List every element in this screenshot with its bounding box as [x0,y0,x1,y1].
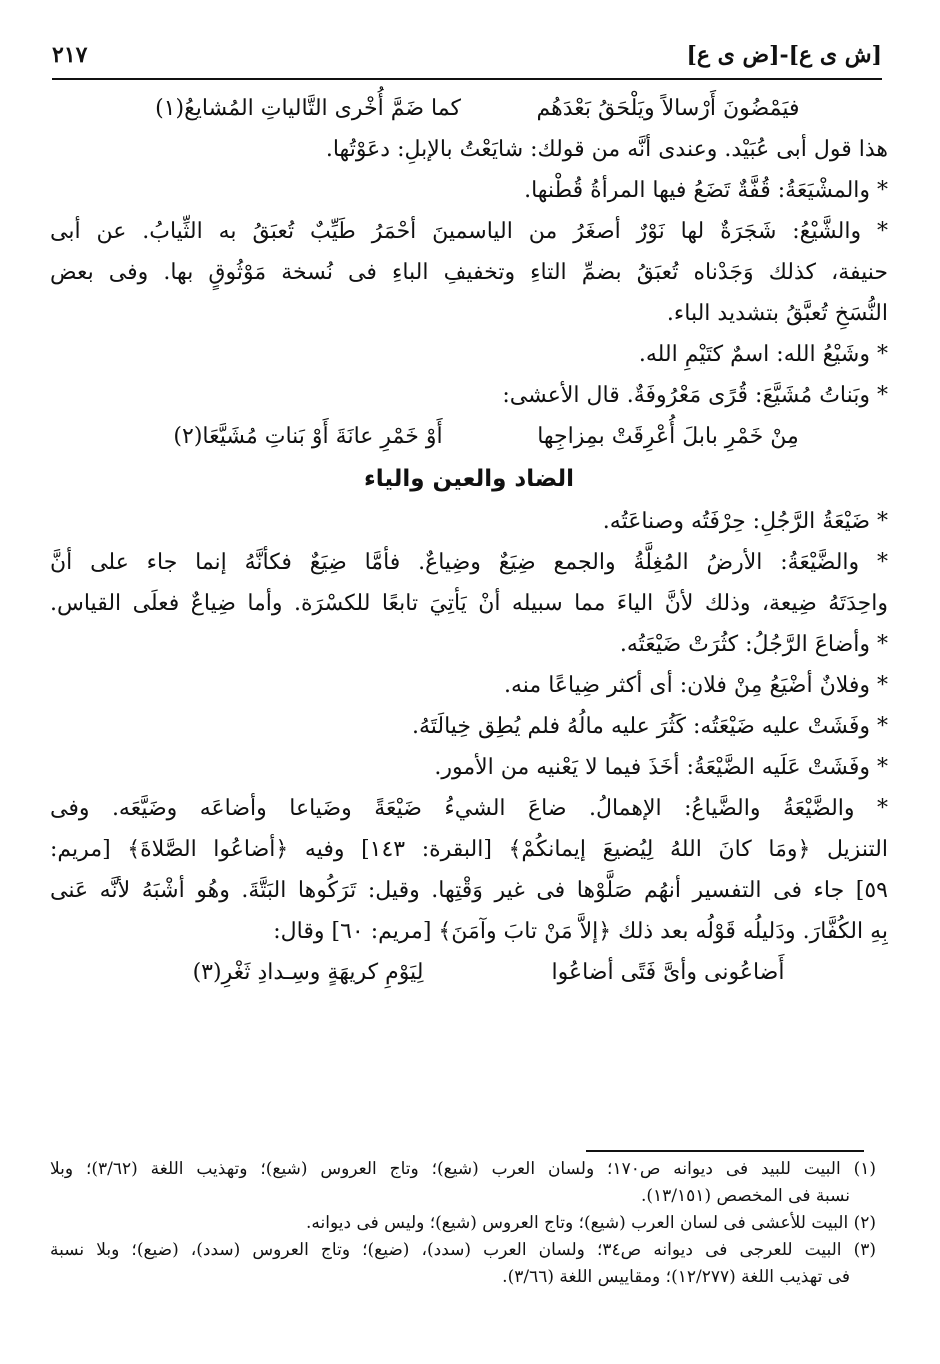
section-heading: الضاد والعين والياء [363,466,575,492]
page-header [52,38,882,72]
text-line: حنيفة، كذلك وَجَدْناه تُعبَقُ بضمِّ التاءِ وتخفيفِ الباءِ فى نُسخة مَوْثُوقٍ بها. وفى بعض [50,260,888,285]
text-line: النُّسَخِ تُعبَّقُ بتشديد الباء. [666,301,888,326]
text-line: * وبَناتُ مُشَيَّعَ: قُرًى مَعْرُوفَةٌ. قال الأعشى: [502,383,888,408]
text-line: * والضَّيْعَةُ والضَّياعُ: الإهمالُ. ضاعَ الشيءُ ضَيْعَةً وضَياعا وأضاعَه وضَيَّعَه. وفى [50,796,888,821]
text-line: * والشَّيْعُ: شَجَرَةٌ لها نَوْرٌ أصغَرُ من الياسمينَ أحْمَرُ طَيِّبٌ تُعبَقُ به الثِّيابُ. عن أبى [50,219,888,244]
verse-line [50,416,888,457]
text-line: * وفَشَتْ عَلَيه الضَّيْعَةُ: أخَذَ فيما لا يَعْنيه من الأمور. [434,755,888,780]
verse-second-hemistich: لِيَوْمِ كريهَةٍ وسِـدادِ ثَغْرِ(٣) [192,960,424,985]
running-title: [ش ى ع]-[ض ى ع] [686,42,882,68]
text-line: بِهِ الكُفَّارَ. ودَليلُه قَوْلُه بعد ذلك ﴿إلاَّ مَنْ تابَ وآمَنَ﴾ [مريم: ٦٠] وقال: [273,919,888,944]
verse-second-hemistich: أَوْ خَمْرِ عانَةَ أَوْ بَناتِ مُشَيَّعَا(٢) [173,424,443,449]
footnotes [50,1156,876,1291]
text-line: * ضَيْعَةُ الرَّجُلِ: حِرْفَتُه وصناعَتُه. [602,509,888,534]
verse-line [50,952,888,993]
footnote-line: (٣) البيت للعرجى فى ديوانه ص٣٤؛ ولسان العرب (سدد)، (ضيع)؛ وتاج العروس (سدد)، (ضيع)؛ وبلا نسبة [50,1240,876,1260]
footnote-line: فى تهذيب اللغة (١٢/٢٧٧)؛ ومقاييس اللغة (٣/٦٦). [502,1267,850,1287]
text-line: ٥٩] جاء فى التفسير أنهُم صَلَّوْها فى غير وَقْتِها. وقيل: تَرَكُوها البَتَّةَ. وهُو أشْبَهُ لأنَّه عَنى [50,878,888,903]
footnote-line: (٢) البيت للأعشى فى لسان العرب (شيع)؛ وتاج العروس (شيع)؛ وليس فى ديوانه. [306,1213,876,1233]
text-line: * وفَشَتْ عليه ضَيْعَتُه: كَثُرَ عليه مالُهُ فلم يُطِق خِيالَتَهُ. [411,714,888,739]
verse-line [50,88,888,129]
verse-first-hemistich: أَضاعُونى وأىَّ فَتًى أضاعُوا [551,960,785,985]
text-line: واحِدَتَهُ ضِيعة، وذلك لأنَّ الياءَ مما سبيله أنْ يَأتِيَ تابعًا للكسْرَة. وأما ضِياعٌ فعلَى القياس. [50,591,888,616]
verse-first-hemistich: فيَمْضُونَ أَرْسالاً ويَلْحَقُ بَعْدَهُم [536,96,800,121]
verse-second-hemistich: كما ضَمَّ أُخْرى التَّالياتِ المُشايعُ(١) [155,96,461,121]
page-number: ٢١٧ [52,42,88,68]
footnote-line: (١) البيت للبيد فى ديوانه ص١٧٠؛ ولسان العرب (شيع)؛ وتاج العروس (شيع)؛ وتهذيب اللغة (٣/٦٢)؛ وبلا [50,1159,876,1179]
header-rule [52,78,882,80]
text-line: * وفلانٌ أضْيَعُ مِنْ فلان: أى أكثر ضِياعًا منه. [503,673,888,698]
verse-first-hemistich: مِنْ خَمْرِ بابلَ أُعْرِقَتْ بمِزاجِها [537,424,799,449]
text-line: * والمشْيَعَةُ: قُفَّةٌ تَضَعُ فيها المرأةُ قُطْنها. [524,178,888,203]
main-text [50,88,888,993]
footnote-line: نسبة فى المخصص (١٣/١٥١). [641,1186,850,1206]
footnote-rule [586,1150,864,1152]
text-line: التنزيل ﴿ومَا كانَ اللهُ لِيُضيعَ إيمانكُمْ﴾ [البقرة: ١٤٣] وفيه ﴿أضاعُوا الصَّلاةَ﴾ [مريم: [50,837,888,862]
text-line: * وشَيْعُ الله: اسمٌ كتَيْمِ الله. [638,342,888,367]
text-line: هذا قول أبى عُبَيْد. وعندى أنَّه من قولك: شايَعْتُ بالإبلِ: دعَوْتُها. [325,137,888,162]
text-line: * والضَّيْعَةُ: الأرضُ المُغِلَّةُ والجمع ضِيَعٌ وضِياعٌ. فأمَّا ضِيَعٌ فكأنَّهُ إنما جاء على أنَّ [50,550,888,575]
text-line: * وأضاعَ الرَّجُلُ: كثُرَتْ ضَيْعَتُه. [619,632,888,657]
